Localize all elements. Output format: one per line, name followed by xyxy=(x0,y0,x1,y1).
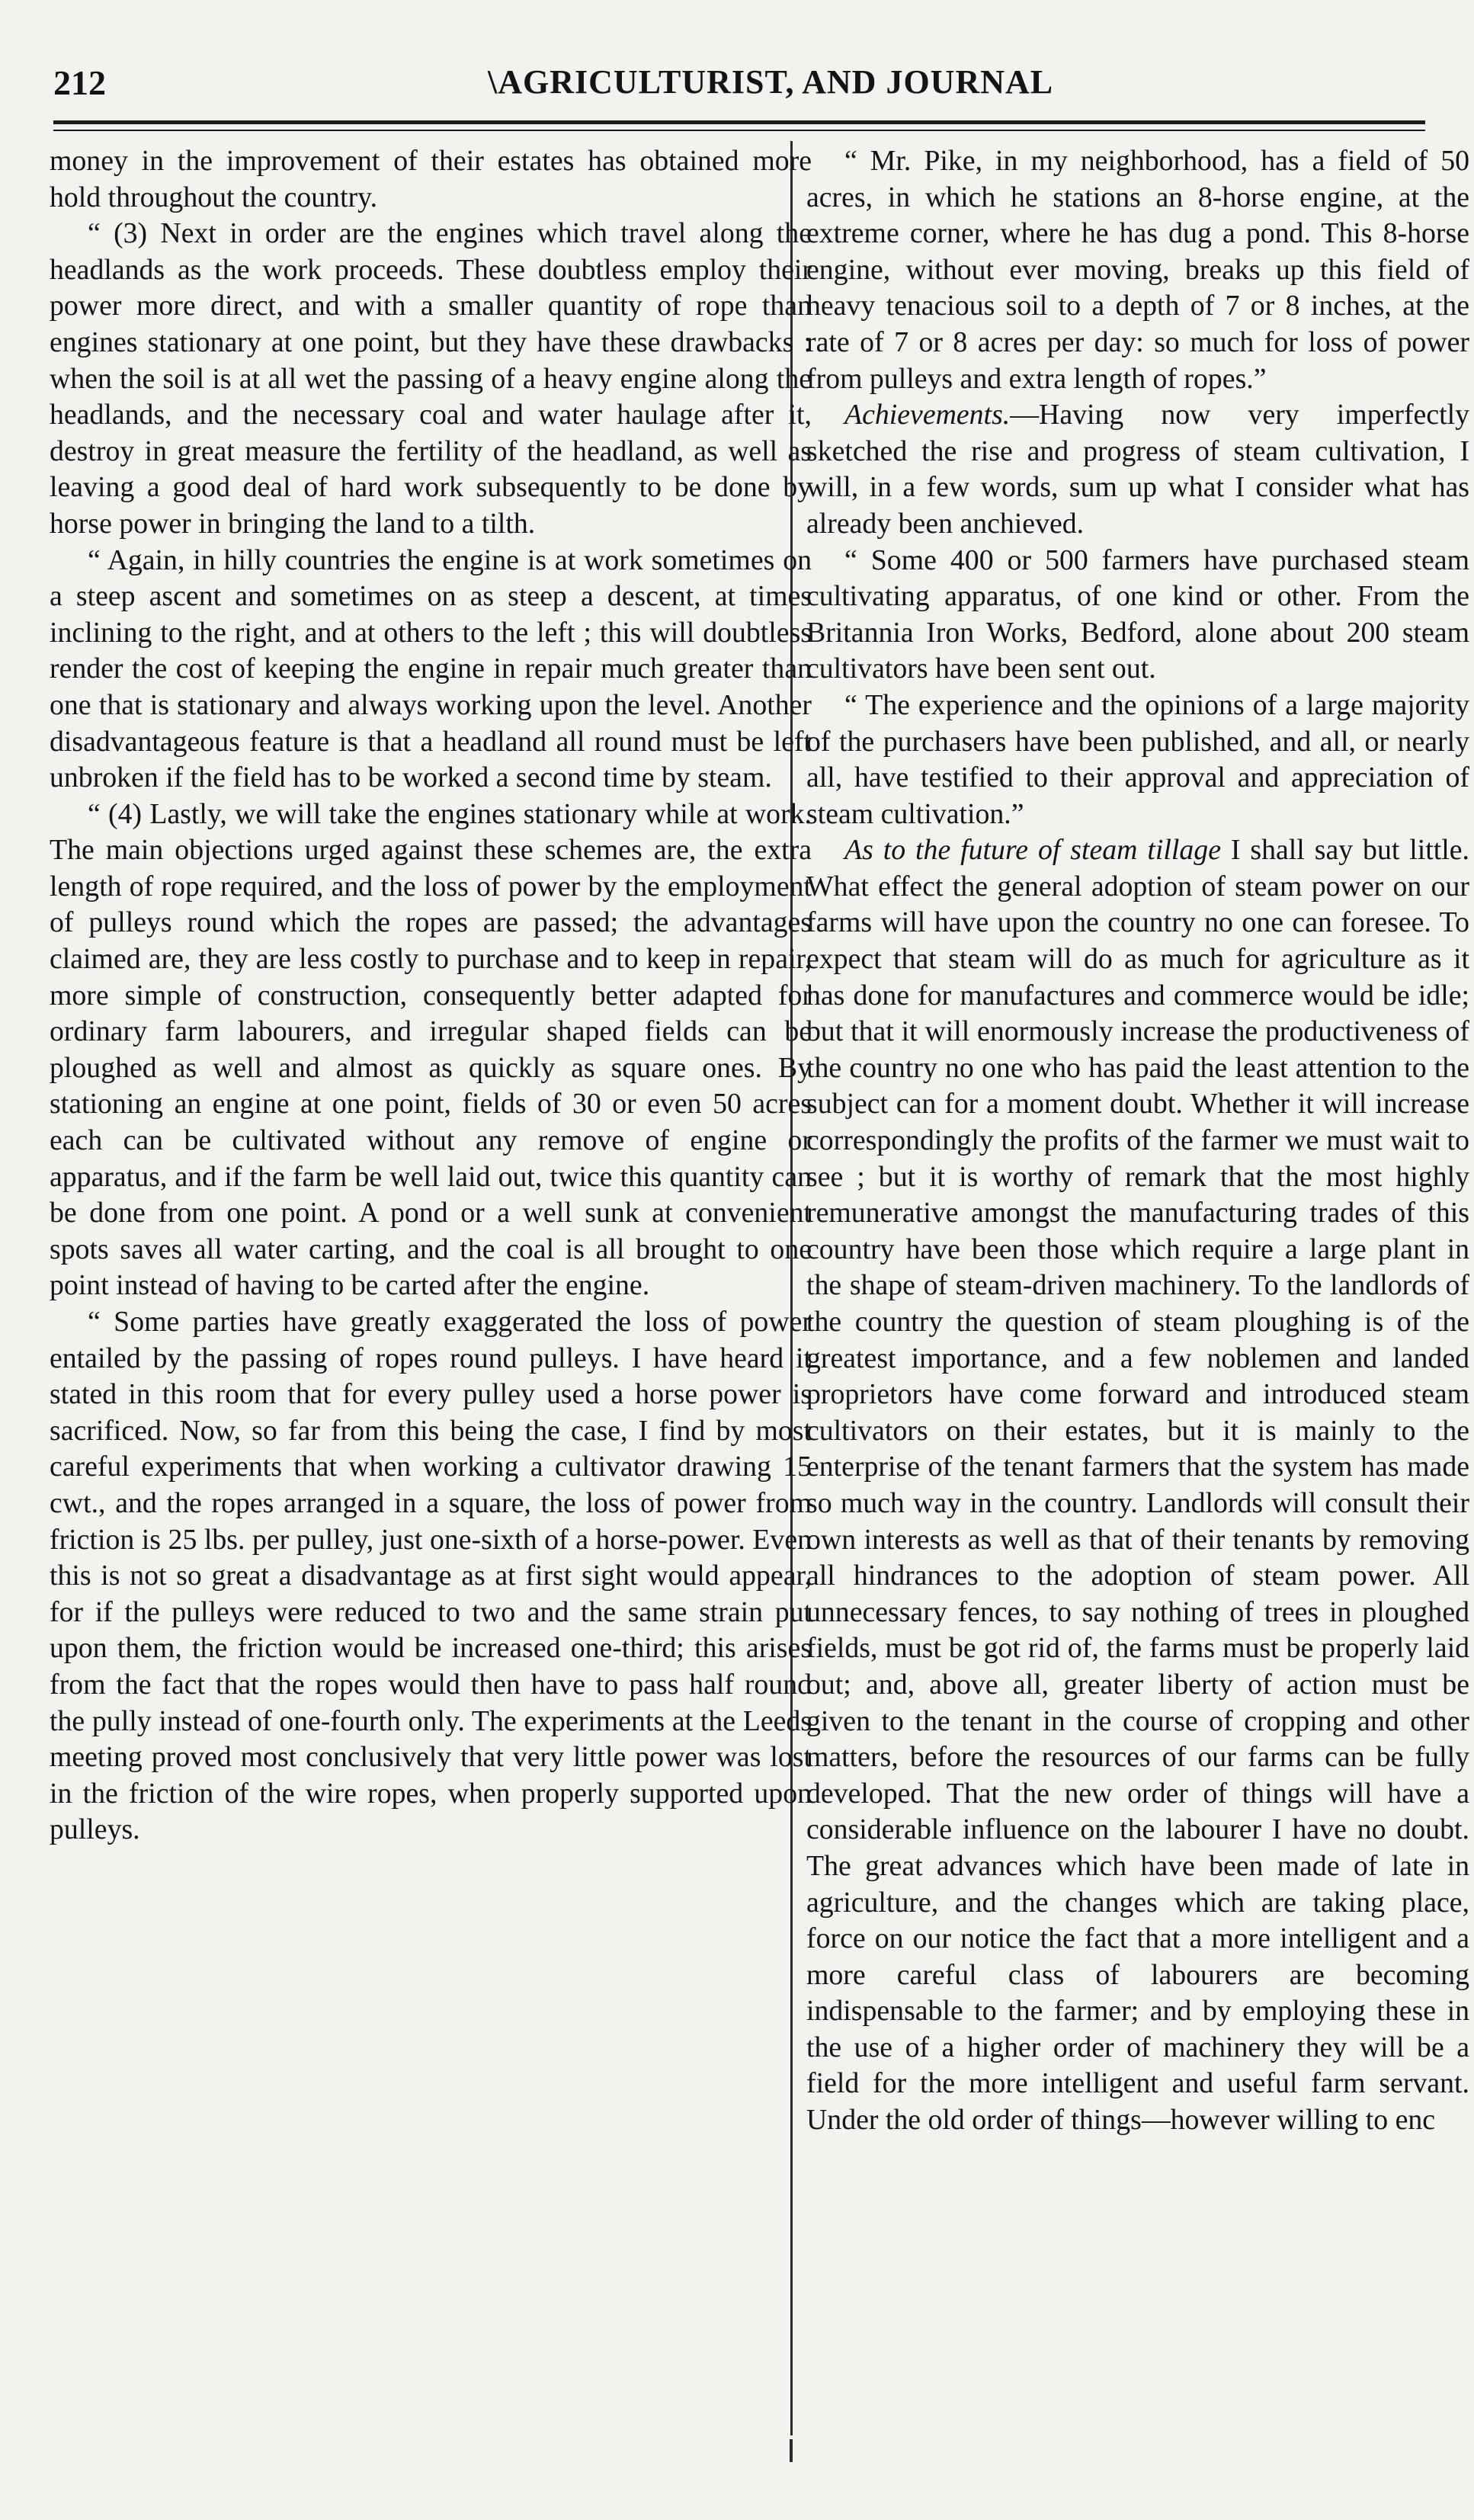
paragraph: “ (4) Lastly, we will take the engines stationary while at work. The main objections urged against these schemes are, the extra length of rope required, and the loss of power by the employment of pulleys round which the ropes are passed; the advantages claimed are, they are less costly to purchase and to keep in repair, more simple of construction, consequently better adapted for ordinary farm labourers, and irregular shaped fields can be ploughed as well and almost as quickly as square ones. By stationing an engine at one point, fields of 30 or even 50 acres each can be cultivated without any remove of engine or apparatus, and if the farm be well laid out, twice this quantity can be done from one point. A pond or a well sunk at convenient spots saves all water carting, and the coal is all brought to one point instead of having to be carted after the engine. xyxy=(50,797,812,1302)
paragraph: “ The experience and the opinions of a large majority of the purchasers have been published, and all, or nearly all, have testified to their approval and appreciation of steam cultivation.” xyxy=(806,688,1469,830)
left-column xyxy=(50,143,812,1848)
paragraph: “ Mr. Pike, in my neighborhood, has a field of 50 acres, in which he stations an 8-horse engine, at the extreme corner, where he has dug a pond. This 8-horse engine, without ever moving, breaks up this field of heavy tenacious soil to a depth of 7 or 8 inches, at the rate of 7 or 8 acres per day: so much for loss of power from pulleys and extra length of ropes.” xyxy=(806,145,1469,395)
paragraph-achievements: Achievements.—Having now very imperfectly sketched the rise and progress of steam cultivation, I will, in a few words, sum up what I consider what has already been anchieved. xyxy=(806,399,1469,540)
paragraph: “ Again, in hilly countries the engine is at work sometimes on a steep ascent and sometimes on as steep a descent, at times inclining to the right, and at others to the left ; this will doubtless render the cost of keeping the engine in repair much greater than one that is stationary and always working upon the level. Another disadvantageous feature is that a headland all round must be left unbroken if the field has to be worked a second time by steam. xyxy=(50,543,812,794)
page-header xyxy=(53,59,1425,113)
paragraph-future: As to the future of steam tillage I shall say but little. What effect the general adoption of steam power on our farms will have upon the country no one can foresee. To expect that steam will do as much for agriculture as it has done for manufactures and commerce would be idle; but that it will enormously increase the productiveness of the country no one who has paid the least attention to the subject can for a moment doubt. Whether it will increase correspondingly the profits of the farmer we must wait to see ; but it is worthy of remark that the most highly remunerative amongst the manufacturing trades of this country have been those which require a large plant in the shape of steam-driven machinery. To the landlords of the country the question of steam ploughing is of the greatest importance, and a few noblemen and landed proprietors have come forward and introduced steam cultivators on their estates, but it is mainly to the enterprise of the tenant farmers that the system has made so much way in the country. Landlords will consult their own interests as well as that of their tenants by removing all hindrances to the adoption of steam power. All unnecessary fences, to say nothing of trees in ploughed fields, must be got rid of, the farms must be properly laid out; and, above all, greater liberty of action must be given to the tenant in the course of cropping and other matters, before the resources of our farms can be fully developed. That the new order of things will have a considerable influence on the labourer I have no doubt. The great advances which have been made of late in agriculture, and the changes which are taking place, force on our notice the fact that a more intelligent and a more careful class of labourers are becoming indispensable to the farmer; and by employing these in the use of a higher order of machinery they will be a field for the more intelligent and useful farm servant. Under the old order of things—however willing to enc xyxy=(806,834,1470,2137)
running-head: \AGRICULTURIST, AND JOURNAL xyxy=(488,63,1054,101)
paragraph: “ Some 400 or 500 farmers have purchased steam cultivating apparatus, of one kind or other. From the Britannia Iron Works, Bedford, alone about 200 steam cultivators have been sent out. xyxy=(806,543,1469,685)
header-rule-thick xyxy=(53,120,1425,124)
header-rule-thin xyxy=(53,130,1425,131)
italic-lead: As to the future of steam tillage xyxy=(844,834,1221,867)
italic-lead: Achievements. xyxy=(844,399,1011,431)
right-column xyxy=(806,143,1469,2139)
column-divider-foot xyxy=(790,2439,793,2462)
paragraph: money in the improvement of their estates has obtained more hold throughout the country. xyxy=(50,145,812,213)
page-number: 212 xyxy=(53,63,106,102)
paragraph: “ (3) Next in order are the engines which travel along the headlands as the work proceeds. These doubtless employ their power more direct, and with a smaller quantity of rope than engines stationary at one point, but they have these drawbacks : when the soil is at all wet the passing of a heavy engine along the headlands, and the necessary coal and water haulage after it, destroy in great measure the fertility of the headland, as well as leaving a good deal of hard work subsequently to be done by horse power in bringing the land to a tilth. xyxy=(50,217,812,540)
paragraph: “ Some parties have greatly exaggerated the loss of power entailed by the passing of ropes round pulleys. I have heard it stated in this room that for every pulley used a horse power is sacrificed. Now, so far from this being the case, I find by most careful experiments that when working a cultivator drawing 15 cwt., and the ropes arranged in a square, the loss of power from friction is 25 lbs. per pulley, just one-sixth of a horse-power. Even this is not so great a disadvantage as at first sight would appear, for if the pulleys were reduced to two and the same strain put upon them, the friction would be increased one-third; this arises from the fact that the ropes would then have to pass half round the pully instead of one-fourth only. The experiments at the Leeds meeting proved most conclusively that very little power was lost in the friction of the wire ropes, when properly supported upon pulleys. xyxy=(50,1306,812,1846)
